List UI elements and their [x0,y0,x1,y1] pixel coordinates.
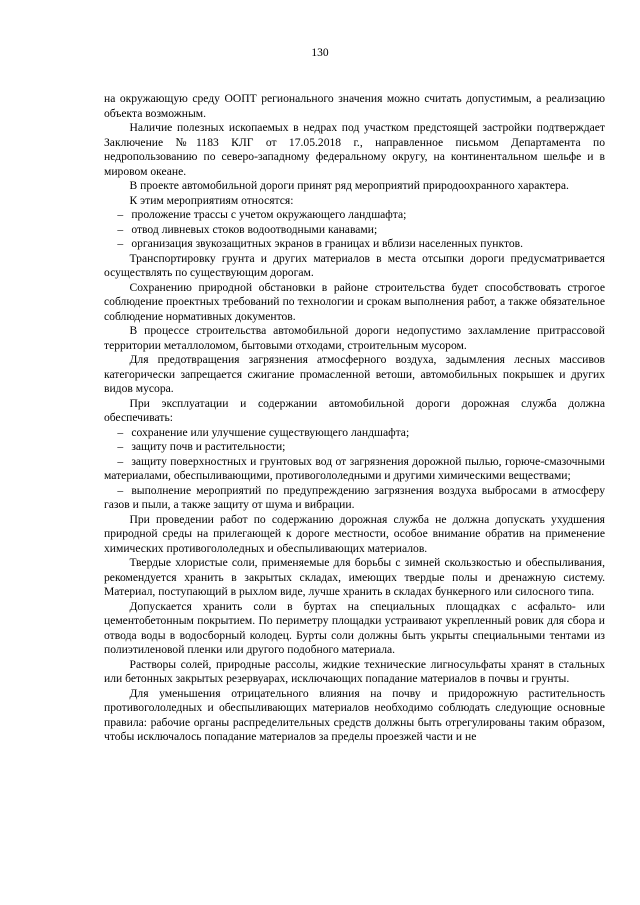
list-item [104,426,605,441]
page-body [104,92,605,745]
list-item [104,223,605,238]
paragraph: Для предотвращения загрязнения атмосферного воздуха, задымления лесных массивов категорически запрещается сжигание промасленной ветоши, автомобильных покрышек и других видов мусора. [104,353,605,395]
list-item-text: проложение трассы с учетом окружающего ландшафта; [131,208,407,221]
paragraph: Допускается хранить соли в буртах на специальных площадках с асфальто- или цементобетонным покрытием. По периметру площадки устраивают укрепленный ровик для сбора и отвода воды в водосборный колодец. Бурты соли должны быть укрыты специальными тентами из полиэтиленовой пленки или другого подобного материала. [104,599,605,656]
paragraph: К этим мероприятиям относятся: [129,193,294,207]
paragraph: Транспортировку грунта и других материалов в места отсыпки дороги предусматривается осуществлять по существующим дорогам. [104,251,605,279]
paragraph: В проекте автомобильной дороги принят ряд мероприятий природоохранного характера. [129,179,569,192]
list-dash: – [117,440,124,453]
list-item [104,237,605,252]
list-dash: – [117,483,124,497]
list-dash: – [117,454,124,468]
list-dash: – [117,208,124,221]
list-item [104,455,605,484]
list-item-text: защиту почв и растительности; [131,440,286,453]
paragraph: Сохранению природной обстановки в районе строительства будет способствовать строгое соблюдение проектных требований по технологии и срокам выполнения работ, а также обязательное соблюдение нормативных документов. [104,280,605,323]
list-item-text: сохранение или улучшение существующего ландшафта; [131,425,410,439]
list-item [104,484,605,513]
page-number: 130 [311,47,329,59]
paragraph: Растворы солей, природные рассолы, жидкие технические лигносульфаты хранят в стальных или бетонных закрытых резервуарах, исключающих попадание материалов в почвы и грунты. [104,657,605,685]
paragraph: При эксплуатации и содержании автомобильной дороги дорожная служба должна обеспечивать: [104,396,605,424]
list-item [104,440,605,455]
paragraph: Твердые хлористые соли, применяемые для борьбы с зимней скользкостью и обеспыливания, рекомендуется хранить в закрытых складах, имеющих твердые полы и дренажную систему. Материал, поступающий в рыхлом виде, лучше хранить в складах бункерного или силосного типа. [104,556,605,598]
paragraph: В процессе строительства автомобильной дороги недопустимо захламление притрассовой территории металлоломом, бытовыми отходами, строительным мусором. [104,324,605,352]
list-dash: – [117,237,124,250]
list-item-text: защиту поверхностных и грунтовых вод от загрязнения дорожной пылью, горюче-смазочными материалами, обеспыливающими, противогололедными и другими химическими веществами; [104,454,605,482]
paragraph: Наличие полезных ископаемых в недрах под участком предстоящей застройки подтверждает Заключение №1183 КЛГ от 17.05.2018 г., направленное письмом Департамента по недропользованию по северо-западному федеральному округу, на континентальном шельфе и в мировом океане. [104,121,605,178]
list-item-text: выполнение мероприятий по предупреждению загрязнения воздуха выбросами в атмосферу газов и пыли, а также защиту от шума и вибрации. [104,483,605,511]
list-item-text: отвод ливневых стоков водоотводными канавами; [131,222,378,236]
list-dash: – [117,425,124,439]
list-item [104,208,605,223]
paragraph: на окружающую среду ООПТ регионального значения можно считать допустимым, а реализацию объекта возможным. [104,92,605,120]
paragraph: При проведении работ по содержанию дорожная служба не должна допускать ухудшения природной среды на прилегающей к дороге местности, особое внимание обратив на применение химических противогололедных и обеспыливающих материалов. [104,512,605,555]
paragraph: Для уменьшения отрицательного влияния на почву и придорожную растительность противогололедных и обеспыливающих материалов необходимо соблюдать следующие основные правила: рабочие органы распределительных средств должны быть отрегулированы таким образом, чтобы исключалось попадание материалов за пределы проезжей части и не [104,686,605,743]
list-dash: – [117,222,124,236]
list-item-text: организация звукозащитных экранов в границах и вблизи населенных пунктов. [131,237,524,250]
